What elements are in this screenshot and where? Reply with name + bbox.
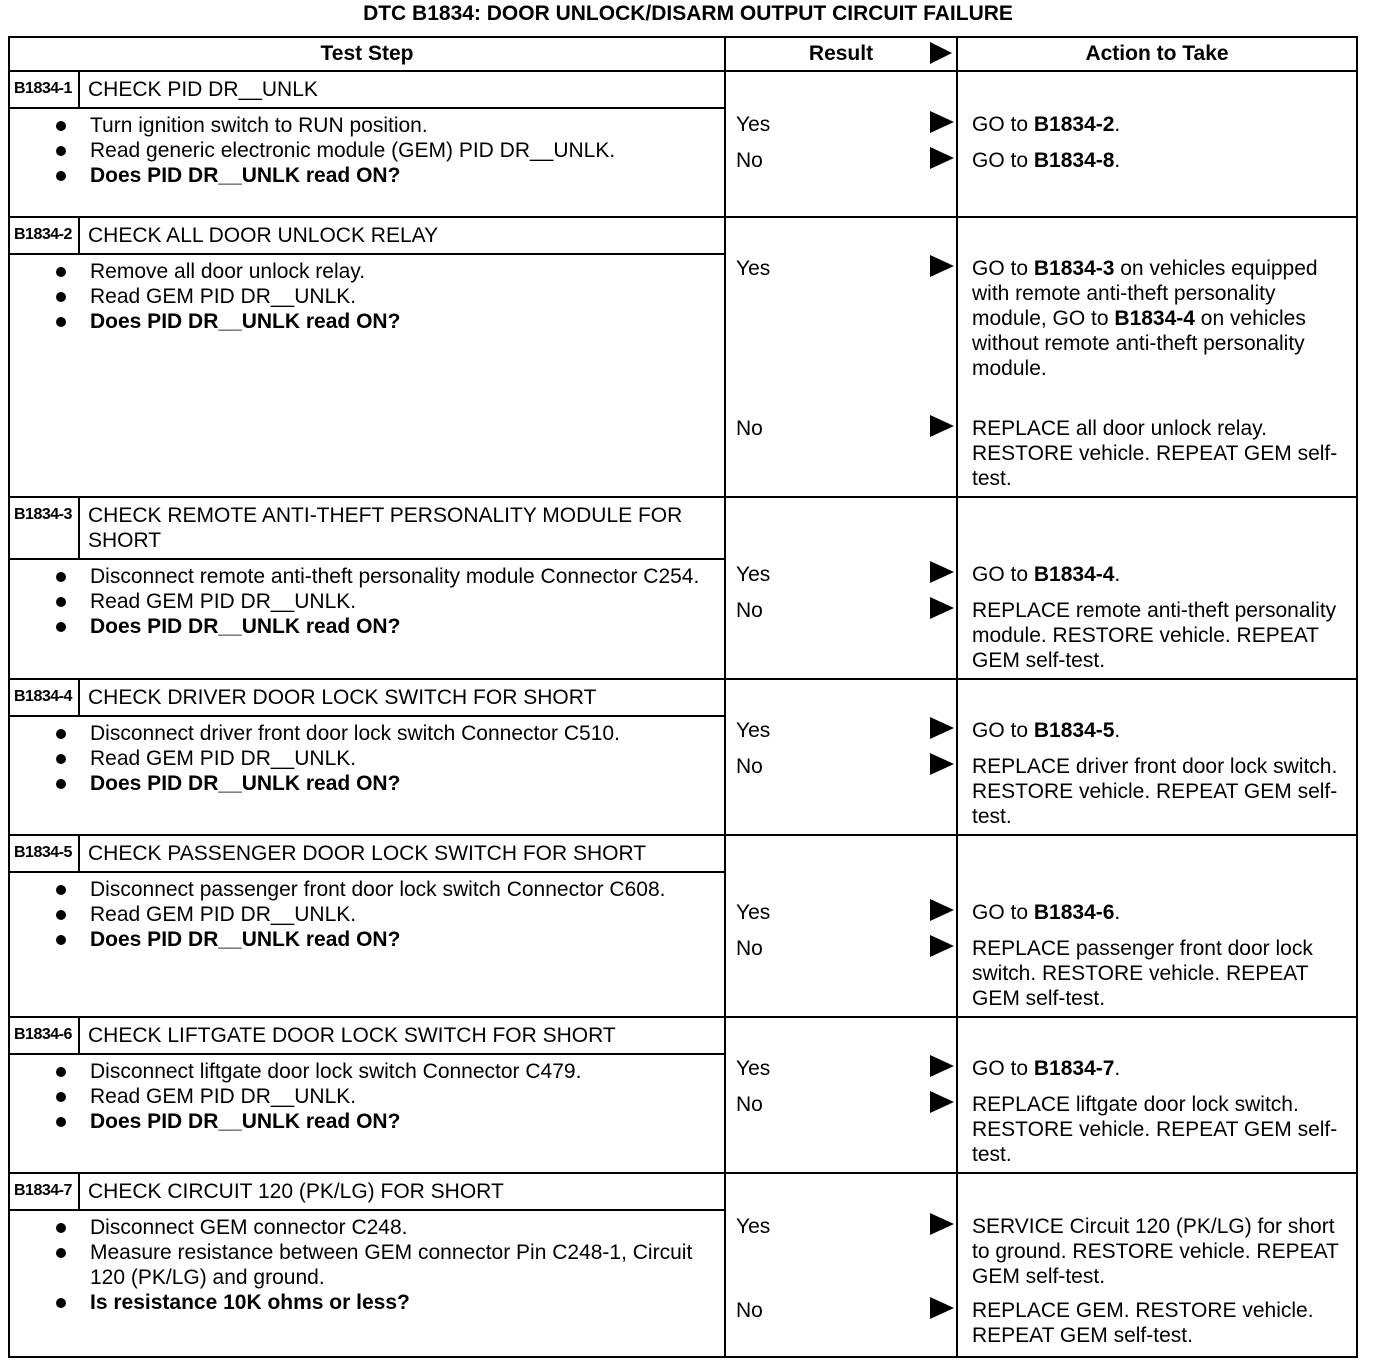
step-question: Does PID DR__UNLK read ON?: [90, 309, 724, 334]
table-row: [9, 1017, 1357, 1173]
action-cell: [957, 679, 1357, 835]
action-yes: [972, 112, 1352, 137]
action-text: .: [1114, 1057, 1121, 1080]
action-yes: [972, 256, 1352, 381]
instruction-item: Read GEM PID DR__UNLK.: [90, 589, 724, 614]
result-cell: [725, 71, 957, 217]
action-no: [972, 148, 1352, 173]
result-cell: [725, 497, 957, 679]
action-yes: [972, 718, 1352, 743]
step-title: CHECK PID DR__UNLK: [88, 78, 318, 101]
step-id: B1834-3: [10, 498, 80, 558]
result-no-label: No: [736, 149, 763, 172]
arrow-right-icon: [930, 597, 954, 619]
step-id: B1834-7: [10, 1174, 80, 1209]
result-cell: [725, 1173, 957, 1357]
instruction-item: Measure resistance between GEM connector Pin C248-1, Circuit 120 (PK/LG) and ground.: [90, 1240, 724, 1290]
result-no-label: No: [736, 755, 763, 778]
page-title: DTC B1834: DOOR UNLOCK/DISARM OUTPUT CIRCUIT FAILURE: [363, 2, 1013, 25]
test-step-cell: [9, 1173, 725, 1357]
result-yes-label: Yes: [736, 901, 771, 924]
step-reference: B1834-5: [1033, 719, 1115, 742]
step-header: [10, 836, 724, 873]
instruction-item: Disconnect remote anti-theft personality module Connector C254.: [90, 564, 724, 589]
table-row: [9, 217, 1357, 497]
action-no: [972, 936, 1352, 1011]
result-yes-label: Yes: [736, 1057, 771, 1080]
test-step-cell: [9, 217, 725, 497]
test-step-cell: [9, 71, 725, 217]
arrow-right-icon: [930, 1091, 954, 1113]
step-header: [10, 680, 724, 717]
table-row: [9, 71, 1357, 217]
action-text: on vehicles without remote anti-theft personality module.: [972, 307, 1306, 380]
header-action: Action to Take: [957, 37, 1357, 71]
step-header: [10, 1174, 724, 1211]
step-question: Does PID DR__UNLK read ON?: [90, 1109, 724, 1134]
action-text: REPLACE remote anti-theft personality module. RESTORE vehicle. REPEAT GEM self-test.: [972, 599, 1337, 672]
result-cell: [725, 1017, 957, 1173]
result-yes-label: Yes: [736, 113, 771, 136]
arrow-right-icon: [930, 415, 954, 437]
result-yes: [736, 112, 956, 137]
action-yes: [972, 562, 1352, 587]
action-text: GO to: [972, 719, 1034, 742]
result-yes-label: Yes: [736, 1215, 771, 1238]
result-no-label: No: [736, 937, 763, 960]
action-text: REPLACE driver front door lock switch. RESTORE vehicle. REPEAT GEM self-test.: [972, 755, 1338, 828]
result-no-label: No: [736, 1299, 763, 1322]
step-header: [10, 1018, 724, 1055]
action-no: [972, 754, 1352, 829]
step-id: B1834-5: [10, 836, 80, 871]
step-reference: B1834-8: [1033, 149, 1115, 172]
action-text: REPLACE passenger front door lock switch. RESTORE vehicle. REPEAT GEM self-test.: [972, 937, 1313, 1010]
step-reference: B1834-7: [1033, 1057, 1115, 1080]
arrow-right-icon: [930, 753, 954, 775]
instruction-item: Disconnect GEM connector C248.: [90, 1215, 724, 1240]
table-header-row: [9, 37, 1357, 71]
step-question: Does PID DR__UNLK read ON?: [90, 163, 724, 188]
step-question: Does PID DR__UNLK read ON?: [90, 614, 724, 639]
step-instructions: [10, 1055, 724, 1144]
instruction-item: Turn ignition switch to RUN position.: [90, 113, 724, 138]
result-yes-label: Yes: [736, 563, 771, 586]
step-reference: B1834-6: [1033, 901, 1115, 924]
step-header: [10, 218, 724, 255]
action-no: [972, 598, 1352, 673]
step-reference: B1834-3: [1033, 257, 1115, 280]
test-step-cell: [9, 497, 725, 679]
instruction-item: Read GEM PID DR__UNLK.: [90, 284, 724, 309]
step-question: Does PID DR__UNLK read ON?: [90, 927, 724, 952]
action-cell: [957, 1017, 1357, 1173]
step-instructions: [10, 873, 724, 962]
header-result-label: Result: [808, 42, 874, 65]
result-yes-label: Yes: [736, 719, 771, 742]
arrow-right-icon: [930, 1213, 954, 1235]
action-no: [972, 1092, 1352, 1167]
header-result: [725, 37, 957, 71]
arrow-right-icon: [930, 1055, 954, 1077]
step-instructions: [10, 255, 724, 344]
action-no: [972, 416, 1352, 491]
arrow-right-icon: [930, 111, 954, 133]
instruction-item: Read generic electronic module (GEM) PID DR__UNLK.: [90, 138, 724, 163]
result-no-label: No: [736, 599, 763, 622]
result-no-label: No: [736, 417, 763, 440]
step-header: [10, 72, 724, 109]
result-no-label: No: [736, 1093, 763, 1116]
arrow-right-icon: [930, 899, 954, 921]
action-text: GO to: [972, 563, 1034, 586]
arrow-right-icon: [930, 717, 954, 739]
arrow-right-icon: [930, 147, 954, 169]
action-text: REPLACE GEM. RESTORE vehicle. REPEAT GEM self-test.: [972, 1299, 1314, 1347]
action-text: GO to: [972, 113, 1034, 136]
table-row: [9, 1173, 1357, 1357]
instruction-item: Disconnect passenger front door lock switch Connector C608.: [90, 877, 724, 902]
result-no: [736, 416, 956, 441]
action-cell: [957, 71, 1357, 217]
step-title: CHECK PASSENGER DOOR LOCK SWITCH FOR SHORT: [88, 842, 647, 865]
table-row: [9, 835, 1357, 1017]
result-no: [736, 598, 956, 623]
step-id: B1834-1: [10, 72, 80, 107]
step-instructions: [10, 1211, 724, 1325]
result-no: [736, 936, 956, 961]
instruction-item: Remove all door unlock relay.: [90, 259, 724, 284]
result-yes: [736, 718, 956, 743]
step-reference: B1834-4: [1114, 307, 1195, 330]
action-cell: [957, 497, 1357, 679]
step-title: CHECK DRIVER DOOR LOCK SWITCH FOR SHORT: [88, 686, 597, 709]
action-text: GO to: [972, 257, 1034, 280]
step-question: Does PID DR__UNLK read ON?: [90, 771, 724, 796]
action-text: .: [1114, 563, 1121, 586]
test-step-cell: [9, 1017, 725, 1173]
instruction-item: Read GEM PID DR__UNLK.: [90, 902, 724, 927]
step-instructions: [10, 109, 724, 198]
action-yes: [972, 1214, 1352, 1289]
action-text: REPLACE all door unlock relay. RESTORE vehicle. REPEAT GEM self-test.: [972, 417, 1338, 490]
arrow-right-icon: [930, 1297, 954, 1319]
action-cell: [957, 217, 1357, 497]
arrow-right-icon: [930, 42, 952, 64]
action-text: SERVICE Circuit 120 (PK/LG) for short to ground. RESTORE vehicle. REPEAT GEM self-test.: [972, 1215, 1339, 1288]
test-step-cell: [9, 679, 725, 835]
result-yes: [736, 562, 956, 587]
arrow-right-icon: [930, 935, 954, 957]
step-header: [10, 498, 724, 560]
step-title: CHECK ALL DOOR UNLOCK RELAY: [88, 224, 439, 247]
step-id: B1834-6: [10, 1018, 80, 1053]
step-id: B1834-4: [10, 680, 80, 715]
diagnostic-table: [8, 36, 1358, 1358]
step-title: CHECK REMOTE ANTI-THEFT PERSONALITY MODULE FOR SHORT: [88, 504, 683, 552]
action-text: .: [1114, 149, 1121, 172]
action-text: .: [1114, 113, 1121, 136]
step-instructions: [10, 560, 724, 649]
result-cell: [725, 217, 957, 497]
action-cell: [957, 1173, 1357, 1357]
result-yes: [736, 1056, 956, 1081]
action-cell: [957, 835, 1357, 1017]
instruction-item: Read GEM PID DR__UNLK.: [90, 1084, 724, 1109]
step-title: CHECK LIFTGATE DOOR LOCK SWITCH FOR SHORT: [88, 1024, 616, 1047]
result-yes: [736, 256, 956, 281]
test-step-cell: [9, 835, 725, 1017]
result-cell: [725, 835, 957, 1017]
arrow-right-icon: [930, 255, 954, 277]
step-reference: B1834-4: [1033, 563, 1115, 586]
result-yes: [736, 1214, 956, 1239]
action-text: .: [1114, 901, 1121, 924]
result-no: [736, 754, 956, 779]
result-no: [736, 1298, 956, 1323]
step-reference: B1834-2: [1033, 113, 1115, 136]
action-text: GO to: [972, 149, 1034, 172]
step-title: CHECK CIRCUIT 120 (PK/LG) FOR SHORT: [88, 1180, 504, 1203]
instruction-item: Read GEM PID DR__UNLK.: [90, 746, 724, 771]
action-yes: [972, 900, 1352, 925]
result-cell: [725, 679, 957, 835]
arrow-right-icon: [930, 561, 954, 583]
action-text: GO to: [972, 1057, 1034, 1080]
step-question: Is resistance 10K ohms or less?: [90, 1290, 724, 1315]
action-text: on vehicles equipped with remote anti-theft personality module, GO to: [972, 257, 1318, 330]
table-row: [9, 497, 1357, 679]
table-row: [9, 679, 1357, 835]
result-yes-label: Yes: [736, 257, 771, 280]
action-text: GO to: [972, 901, 1034, 924]
result-no: [736, 1092, 956, 1117]
action-yes: [972, 1056, 1352, 1081]
result-yes: [736, 900, 956, 925]
result-no: [736, 148, 956, 173]
action-text: REPLACE liftgate door lock switch. RESTORE vehicle. REPEAT GEM self-test.: [972, 1093, 1338, 1166]
action-no: [972, 1298, 1352, 1348]
instruction-item: Disconnect liftgate door lock switch Connector C479.: [90, 1059, 724, 1084]
step-instructions: [10, 717, 724, 806]
action-text: .: [1114, 719, 1121, 742]
step-id: B1834-2: [10, 218, 80, 253]
instruction-item: Disconnect driver front door lock switch Connector C510.: [90, 721, 724, 746]
header-test-step: Test Step: [9, 37, 725, 71]
